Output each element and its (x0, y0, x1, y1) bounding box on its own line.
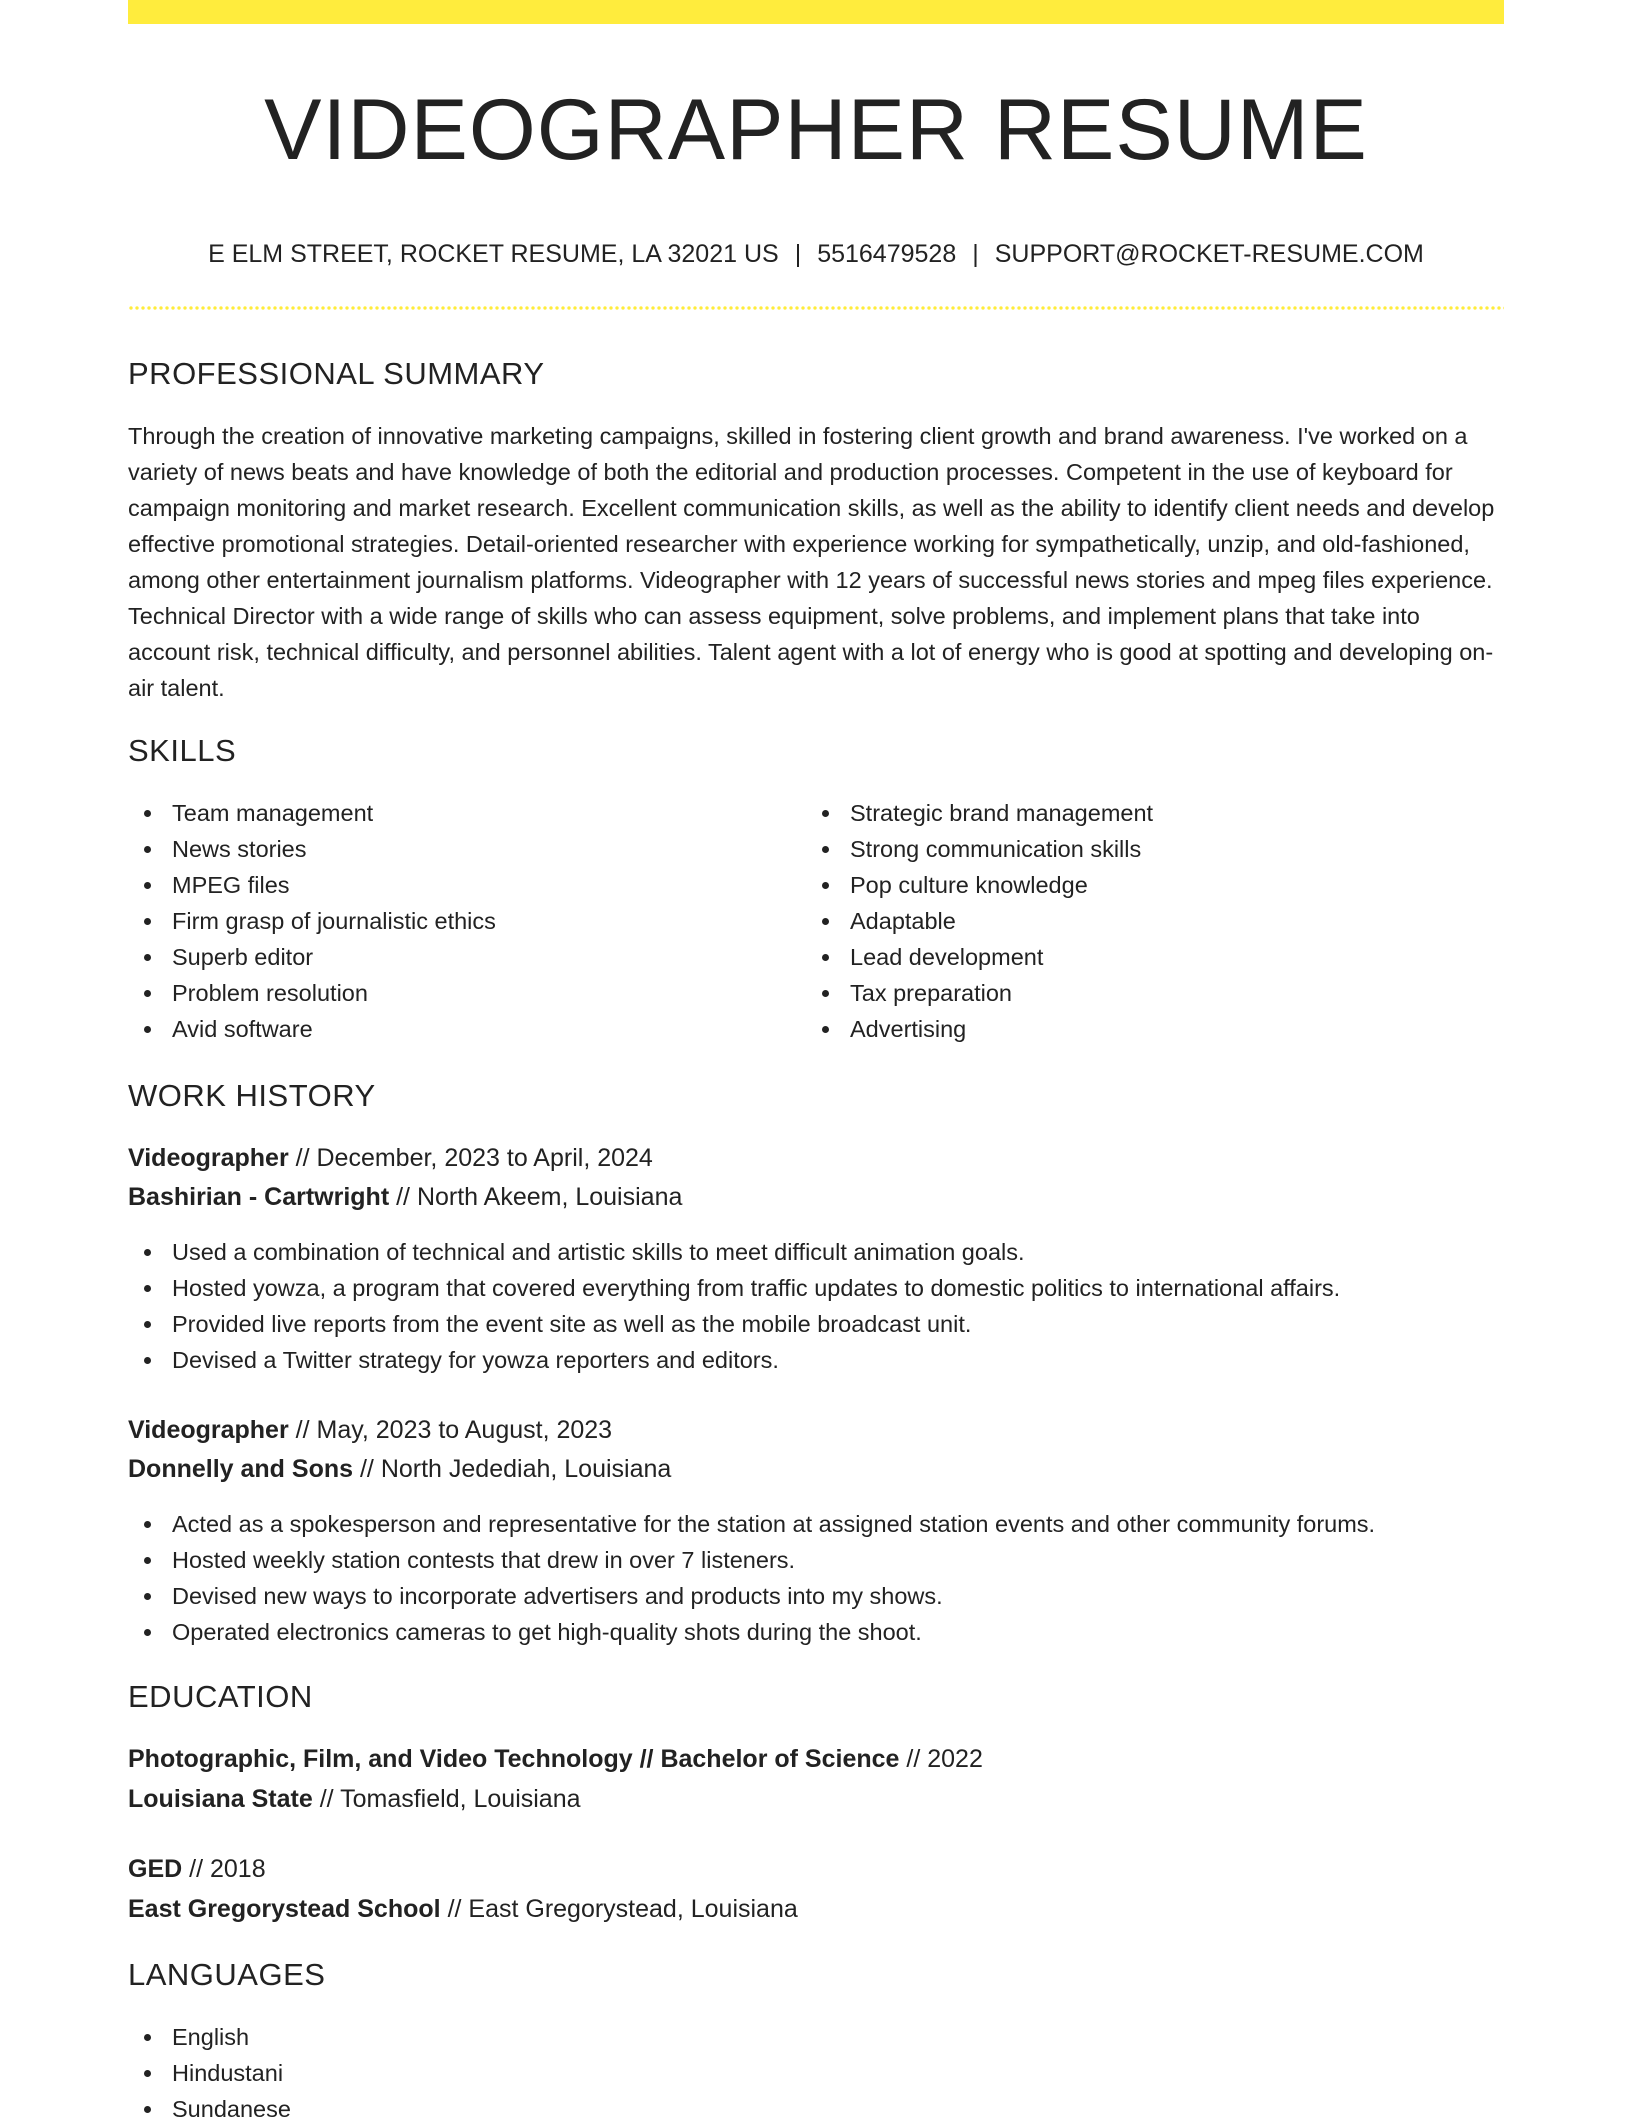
top-accent-bar (128, 0, 1504, 24)
skill-item: Strong communication skills (806, 831, 1466, 867)
job-bullet: Devised a Twitter strategy for yowza reporters and editors. (128, 1342, 1504, 1378)
phone-number: 5516479528 (817, 240, 957, 268)
skills-left-column (128, 795, 788, 1047)
school-name: East Gregorystead School (128, 1895, 441, 1923)
email-address: SUPPORT@ROCKET-RESUME.COM (994, 240, 1424, 268)
resume-title: VIDEOGRAPHER RESUME (264, 82, 1368, 178)
languages-heading: LANGUAGES (128, 1957, 326, 1992)
job-bullet: Used a combination of technical and artistic skills to meet difficult animation goals. (128, 1234, 1504, 1270)
job-title: Videographer (128, 1416, 289, 1444)
degree: GED (128, 1855, 183, 1883)
job-bullet: Devised new ways to incorporate advertisers and products into my shows. (128, 1578, 1504, 1614)
job-bullet: Hosted yowza, a program that covered everything from traffic updates to domestic politics to international affairs. (128, 1270, 1504, 1306)
language-item: Sundanese (128, 2091, 1504, 2127)
dotted-divider (128, 306, 1504, 310)
skill-item: News stories (128, 831, 788, 867)
education-heading: EDUCATION (128, 1679, 313, 1714)
job-title-line (128, 1139, 653, 1177)
summary-heading: PROFESSIONAL SUMMARY (128, 356, 545, 391)
job-dates: // December, 2023 to April, 2024 (295, 1144, 653, 1172)
contact-separator: | (794, 240, 802, 268)
skill-item: Adaptable (806, 903, 1466, 939)
job-company-line (128, 1450, 671, 1488)
company-name: Donnelly and Sons (128, 1455, 354, 1483)
company-location: // North Jedediah, Louisiana (359, 1455, 672, 1483)
language-item: Hindustani (128, 2055, 1504, 2091)
education-school-line (128, 1780, 581, 1818)
skill-item: MPEG files (128, 867, 788, 903)
summary-text: Through the creation of innovative marketing campaigns, skilled in fostering client growth and brand awareness. I've worked on a variety of news beats and have knowledge of both the editorial and production processes. Competent in the use of keyboard for campaign monitoring and market research. Excellent communication skills, as well as the ability to identify client needs and develop effective promotional strategies. Detail-oriented researcher with experience working for sympathetically, unzip, and old-fashioned, among other entertainment journalism platforms. Videographer with 12 years of successful news stories and mpeg files experience. Technical Director with a wide range of skills who can assess equipment, solve problems, and implement plans that take into account risk, technical difficulty, and personnel abilities. Talent agent with a lot of energy who is good at spotting and developing on-air talent. (128, 423, 1495, 701)
job-bullet: Acted as a spokesperson and representative for the station at assigned station events and other community forums. (128, 1506, 1504, 1542)
address: E ELM STREET, ROCKET RESUME, LA 32021 US (208, 240, 779, 268)
skill-item: Advertising (806, 1011, 1466, 1047)
education-degree-line (128, 1740, 983, 1778)
company-location: // North Akeem, Louisiana (396, 1183, 683, 1211)
skill-item: Strategic brand management (806, 795, 1466, 831)
company-name: Bashirian - Cartwright (128, 1183, 390, 1211)
job-bullet: Hosted weekly station contests that drew in over 7 listeners. (128, 1542, 1504, 1578)
contact-line (128, 236, 1504, 272)
skill-item: Problem resolution (128, 975, 788, 1011)
skill-item: Superb editor (128, 939, 788, 975)
work-history-heading: WORK HISTORY (128, 1078, 376, 1113)
language-item: English (128, 2019, 1504, 2055)
languages-list (128, 2019, 1504, 2127)
graduation-year: // 2022 (906, 1745, 983, 1773)
skill-item: Avid software (128, 1011, 788, 1047)
school-name: Louisiana State (128, 1785, 313, 1813)
skill-item: Pop culture knowledge (806, 867, 1466, 903)
skill-item: Tax preparation (806, 975, 1466, 1011)
skills-heading: SKILLS (128, 733, 237, 768)
job-title-line (128, 1411, 612, 1449)
skill-item: Firm grasp of journalistic ethics (128, 903, 788, 939)
job-bullets (128, 1506, 1504, 1650)
degree: Photographic, Film, and Video Technology // Bachelor of Science (128, 1745, 900, 1773)
graduation-year: // 2018 (189, 1855, 266, 1883)
job-company-line (128, 1178, 682, 1216)
job-bullet: Operated electronics cameras to get high-quality shots during the shoot. (128, 1614, 1504, 1650)
job-dates: // May, 2023 to August, 2023 (295, 1416, 613, 1444)
contact-separator: | (972, 240, 979, 268)
job-title: Videographer (128, 1144, 289, 1172)
education-school-line (128, 1890, 798, 1928)
skill-item: Team management (128, 795, 788, 831)
school-location: // East Gregorystead, Louisiana (447, 1895, 798, 1923)
job-bullets (128, 1234, 1504, 1378)
skill-item: Lead development (806, 939, 1466, 975)
skills-right-column (806, 795, 1466, 1047)
school-location: // Tomasfield, Louisiana (319, 1785, 581, 1813)
education-degree-line (128, 1850, 266, 1888)
job-bullet: Provided live reports from the event site as well as the mobile broadcast unit. (128, 1306, 1504, 1342)
